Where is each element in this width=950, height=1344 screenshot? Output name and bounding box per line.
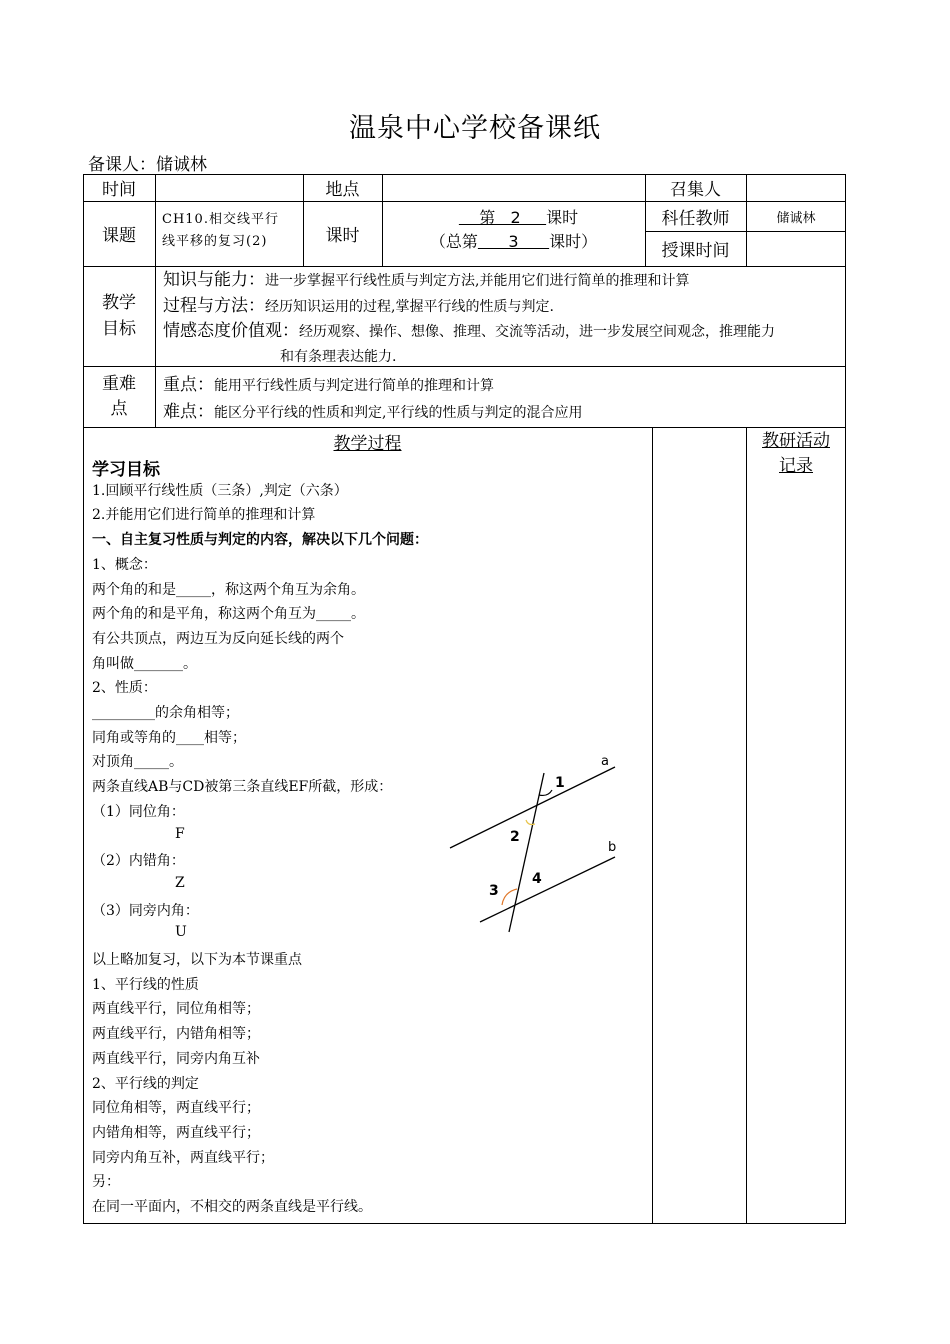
process-header-text: 教学过程 bbox=[333, 434, 402, 454]
process-line: F bbox=[175, 825, 185, 842]
process-line: 1、平行线的性质 bbox=[92, 976, 199, 993]
process-line: 内错角相等，两直线平行； bbox=[92, 1124, 260, 1141]
process-line: U bbox=[175, 924, 187, 941]
process-line: Z bbox=[175, 874, 185, 891]
teacher-value: 储诚林 bbox=[776, 210, 816, 226]
label-b: b bbox=[608, 840, 617, 855]
teach-time-label: 授课时间 bbox=[661, 241, 730, 261]
process-line: 两个角的和是平角，称这两个角互为_____。 bbox=[92, 606, 365, 623]
process-line: 另： bbox=[92, 1174, 120, 1191]
keypoints-label-line2: 点 bbox=[110, 399, 128, 419]
process-line: 学习目标 bbox=[92, 460, 160, 480]
keypoints-label bbox=[83, 372, 155, 422]
period-line1: 第 2 bbox=[458, 208, 547, 227]
process-line: （1）同位角： bbox=[92, 803, 185, 820]
process-line: 两直线平行，同位角相等； bbox=[92, 1001, 260, 1018]
keypoints-content bbox=[163, 372, 843, 426]
process-line: 2、性质： bbox=[92, 680, 157, 697]
process-line: _________的余角相等； bbox=[92, 705, 239, 721]
research-line1: 教研活动 bbox=[762, 431, 830, 451]
goals-content bbox=[163, 268, 843, 369]
period-label: 课时 bbox=[325, 226, 360, 246]
process-line: 同角或等角的____相等； bbox=[92, 729, 246, 746]
process-line: 两条直线AB与CD被第三条直线EF所截，形成： bbox=[92, 779, 393, 796]
angle-3-label: 3 bbox=[489, 883, 499, 899]
knowledge-title: 知识与能力： bbox=[163, 270, 265, 290]
research-record-label bbox=[746, 429, 846, 479]
teacher-label: 科任教师 bbox=[661, 208, 730, 229]
process-line: （3）同旁内角： bbox=[92, 902, 199, 919]
page-title: 温泉中心学校备课纸 bbox=[349, 113, 601, 144]
process-header bbox=[83, 429, 652, 454]
goals-label-line1: 教学 bbox=[102, 293, 136, 313]
line-b bbox=[480, 857, 615, 922]
preparer: 备课人：储诚林 bbox=[88, 155, 207, 175]
process-line: 同位角相等，两直线平行； bbox=[92, 1100, 260, 1117]
process-line: 1、概念： bbox=[92, 556, 157, 573]
process-line: 角叫做_______。 bbox=[92, 655, 197, 672]
angle-1-arc bbox=[539, 790, 552, 795]
process-line: 一、自主复习性质与判定的内容，解决以下几个问题： bbox=[92, 532, 428, 549]
process-title: 过程与方法： bbox=[163, 295, 265, 316]
parallel-lines-diagram bbox=[440, 745, 640, 945]
angle-4-label: 4 bbox=[532, 871, 542, 887]
convener-label: 召集人 bbox=[670, 180, 721, 200]
time-label: 时间 bbox=[102, 180, 136, 200]
research-line2: 记录 bbox=[779, 456, 813, 476]
keypoints-label-line1: 重难 bbox=[102, 374, 136, 394]
diff-text: 能区分平行线的性质和判定,平行线的性质与判定的混合应用 bbox=[214, 405, 583, 421]
process-text: 经历知识运用的过程,掌握平行线的性质与判定. bbox=[265, 298, 554, 315]
period-value: 第 2 课时 （总第 3 课时） bbox=[429, 208, 598, 251]
line-a bbox=[450, 767, 615, 848]
process-line: 2、平行线的判定 bbox=[92, 1075, 199, 1092]
process-line: 两直线平行，同旁内角互补 bbox=[92, 1050, 260, 1067]
label-a: a bbox=[601, 754, 609, 769]
place-label: 地点 bbox=[325, 180, 360, 200]
attitude-text: 经历观察、操作、想像、推理、交流等活动，进一步发展空间观念，推理能力 bbox=[299, 324, 775, 340]
process-line: 同旁内角互补，两直线平行； bbox=[92, 1149, 274, 1166]
process-line: （2）内错角： bbox=[92, 853, 185, 870]
angle-2-label: 2 bbox=[510, 829, 520, 845]
angle-1-label: 1 bbox=[555, 775, 565, 791]
process-line: 在同一平面内，不相交的两条直线是平行线。 bbox=[92, 1199, 372, 1215]
process-line: 1.回顾平行线性质（三条）,判定（六条） bbox=[92, 482, 348, 499]
diff-title: 难点： bbox=[163, 402, 214, 422]
process-line: 两个角的和是_____，称这两个角互为余角。 bbox=[92, 581, 365, 598]
process-line: 以上略加复习，以下为本节课重点 bbox=[92, 952, 302, 968]
process-line: 有公共顶点，两边互为反向延长线的两个 bbox=[92, 630, 344, 647]
process-line: 两直线平行，内错角相等； bbox=[92, 1026, 260, 1043]
key-title: 重点： bbox=[163, 375, 214, 395]
goals-label bbox=[83, 290, 155, 342]
goals-label-line2: 目标 bbox=[102, 319, 136, 339]
topic-value bbox=[162, 209, 302, 253]
topic-value-line2: 线平移的复习(2) bbox=[162, 234, 268, 249]
key-text: 能用平行线性质与判定进行简单的推理和计算 bbox=[214, 378, 494, 394]
knowledge-text: 进一步掌握平行线性质与判定方法,并能用它们进行简单的推理和计算 bbox=[265, 273, 690, 289]
topic-label: 课题 bbox=[102, 226, 136, 246]
attitude-text2: 和有条理表达能力. bbox=[280, 348, 397, 365]
topic-value-line1: CH10.相交线平行 bbox=[162, 212, 279, 227]
process-line: 对顶角_____。 bbox=[92, 754, 183, 771]
transversal bbox=[509, 773, 544, 932]
attitude-title: 情感态度价值观： bbox=[163, 321, 299, 341]
process-line: 2.并能用它们进行简单的推理和计算 bbox=[92, 507, 316, 524]
angle-3-arc bbox=[502, 889, 517, 905]
